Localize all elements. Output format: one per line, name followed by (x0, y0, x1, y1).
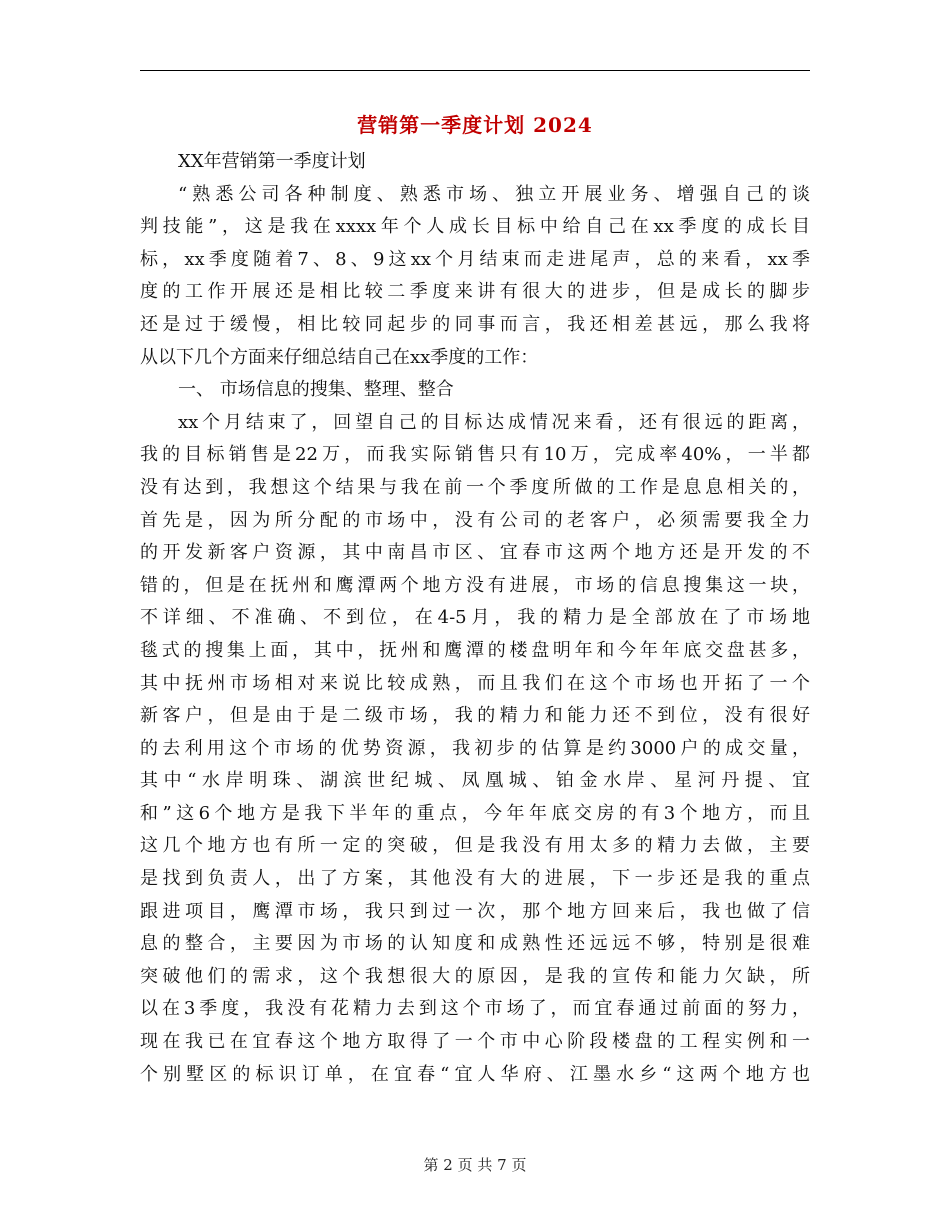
text-line: 突破他们的需求，这个我想很大的原因，是我的宣传和能力欠缺，所 (140, 965, 810, 987)
text-line: 个别墅区的标识订单，在宜春“宜人华府、江墨水乡“这两个地方也 (140, 1063, 810, 1085)
text-line: 标，xx季度随着7、8、9这xx个月结束而走进尾声，总的来看，xx季 (140, 248, 810, 270)
text-line: XX年营销第一季度计划 (178, 151, 366, 172)
text-line: 从以下几个方面来仔细总结自己在xx季度的工作： (140, 346, 539, 368)
text-line: 息的整合，主要因为市场的认知度和成熟性还远远不够，特别是很难 (140, 933, 810, 955)
text-line: 还是过于缓慢，相比较同起步的同事而言，我还相差甚远，那么我将 (140, 313, 810, 335)
page-number: 第 2 页 共 7 页 (423, 1156, 527, 1174)
text-line: xx个月结束了，回望自己的目标达成情况来看，还有很远的距离， (178, 411, 810, 433)
text-line: 一、 市场信息的搜集、整理、整合 (178, 379, 454, 401)
text-line: 和”这6个地方是我下半年的重点，今年年底交房的有3个地方，而且 (140, 802, 810, 824)
text-line: 其中“水岸明珠、湖滨世纪城、凤凰城、铂金水岸、星河丹提、宜 (140, 770, 810, 792)
header-rule (140, 70, 810, 71)
text-line: 现在我已在宜春这个地方取得了一个市中心阶段楼盘的工程实例和一 (140, 1031, 810, 1053)
text-line: 跟进项目，鹰潭市场，我只到过一次，那个地方回来后，我也做了信 (140, 900, 810, 922)
document-body (140, 146, 810, 1091)
text-line: 我的目标销售是22万，而我实际销售只有10万，完成率40%，一半都 (140, 444, 810, 466)
text-line: 这几个地方也有所一定的突破，但是我没有用太多的精力去做，主要 (140, 835, 810, 857)
text-line: 毯式的搜集上面，其中，抚州和鹰潭的楼盘明年和今年年底交盘甚多， (140, 639, 810, 661)
text-line: 新客户，但是由于是二级市场，我的精力和能力还不到位，没有很好 (140, 705, 810, 727)
text-line: 首先是，因为所分配的市场中，没有公司的老客户，必须需要我全力 (140, 509, 810, 531)
text-line: 以在3季度，我没有花精力去到这个市场了，而宜春通过前面的努力， (140, 998, 810, 1020)
text-line: 是找到负责人，出了方案，其他没有大的进展，下一步还是我的重点 (140, 868, 810, 890)
text-line: 判技能”，这是我在xxxx年个人成长目标中给自己在xx季度的成长目 (140, 216, 810, 238)
text-line: 其中抚州市场相对来说比较成熟，而且我们在这个市场也开拓了一个 (140, 672, 810, 694)
text-line: “熟悉公司各种制度、熟悉市场、独立开展业务、增强自己的谈 (178, 183, 810, 205)
text-line: 度的工作开展还是相比较二季度来讲有很大的进步，但是成长的脚步 (140, 281, 810, 303)
text-line: 错的，但是在抚州和鹰潭两个地方没有进展，市场的信息搜集这一块， (140, 574, 810, 596)
text-line: 的开发新客户资源，其中南昌市区、宜春市这两个地方还是开发的不 (140, 542, 810, 564)
text-line: 没有达到，我想这个结果与我在前一个季度所做的工作是息息相关的， (140, 476, 810, 498)
text-line: 的去利用这个市场的优势资源，我初步的估算是约3000户的成交量， (140, 737, 810, 759)
text-line: 不详细、不准确、不到位，在4-5月，我的精力是全部放在了市场地 (140, 607, 810, 629)
document-title: 营销第一季度计划 2024 (357, 113, 593, 137)
